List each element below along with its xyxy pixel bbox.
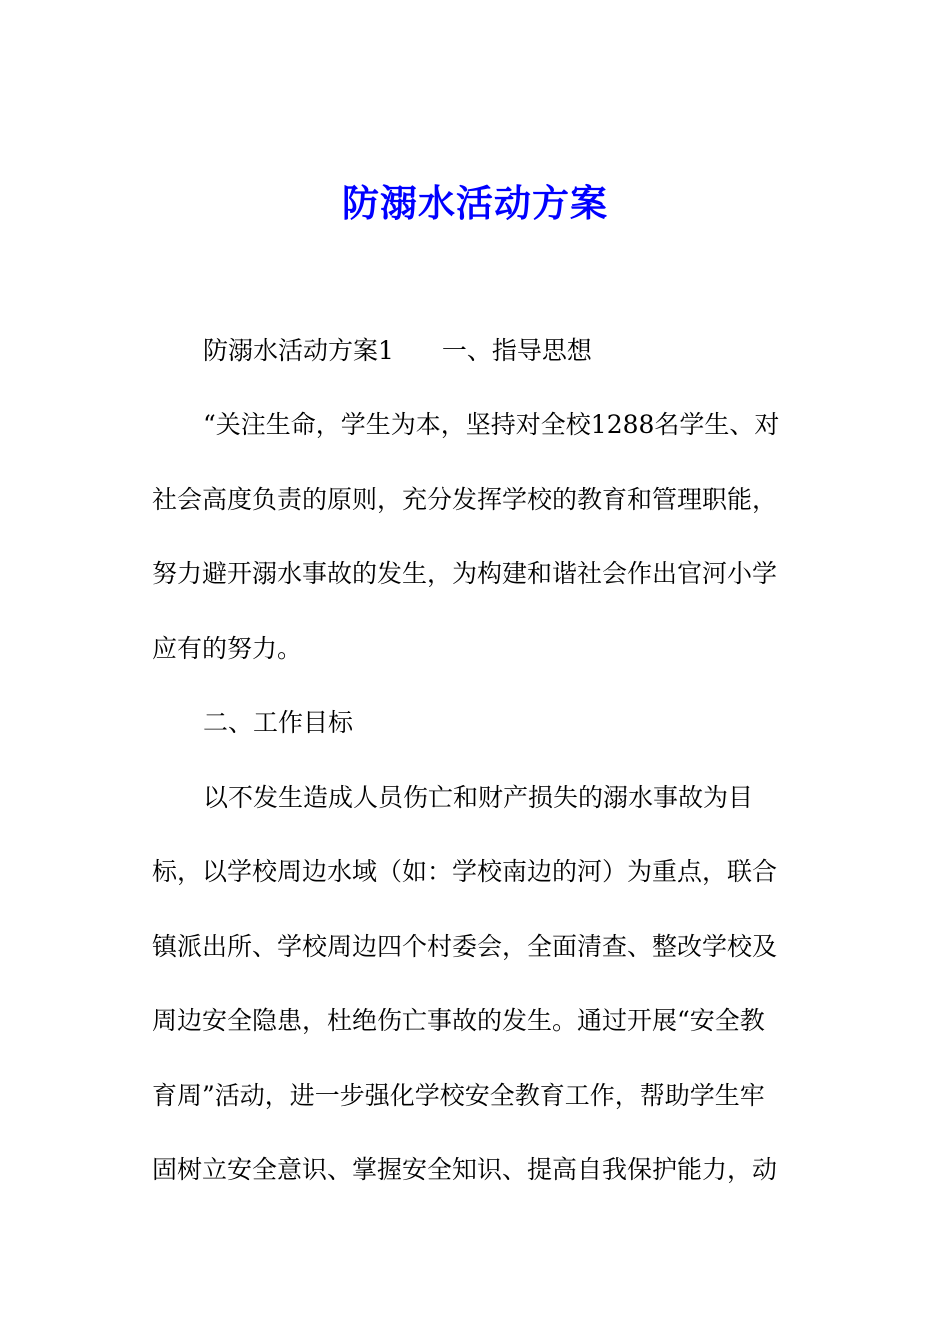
paragraph-line: 周边安全隐患，杜绝伤亡事故的发生。通过开展“安全教 [152, 1006, 765, 1035]
section-heading-plan: 防溺水活动方案1 [203, 336, 394, 365]
paragraph-line: 以不发生造成人员伤亡和财产损失的溺水事故为目 [203, 783, 754, 812]
paragraph-line: 镇派出所、学校周边四个村委会，全面清查、整改学校及 [152, 932, 778, 961]
paragraph-line: “关注生命，学生为本，坚持对全校1288名学生、对 [203, 410, 780, 439]
paragraph-line: 育周”活动，进一步强化学校安全教育工作，帮助学生牢 [152, 1081, 765, 1110]
paragraph-line: 应有的努力。 [152, 634, 303, 663]
paragraph-line: 社会高度负责的原则，充分发挥学校的教育和管理职能， [152, 485, 778, 514]
paragraph-line: 固树立安全意识、掌握安全知识、提高自我保护能力，动 [152, 1155, 778, 1184]
document-title: 防溺水活动方案 [342, 181, 608, 225]
section-heading-guiding: 一、指导思想 [441, 336, 592, 365]
paragraph-line: 标，以学校周边水域（如：学校南边的河）为重点，联合 [152, 857, 778, 886]
section-heading-goals: 二、工作目标 [203, 708, 354, 737]
paragraph-line: 努力避开溺水事故的发生，为构建和谐社会作出官河小学 [152, 559, 778, 588]
paragraph-line [203, 334, 592, 368]
